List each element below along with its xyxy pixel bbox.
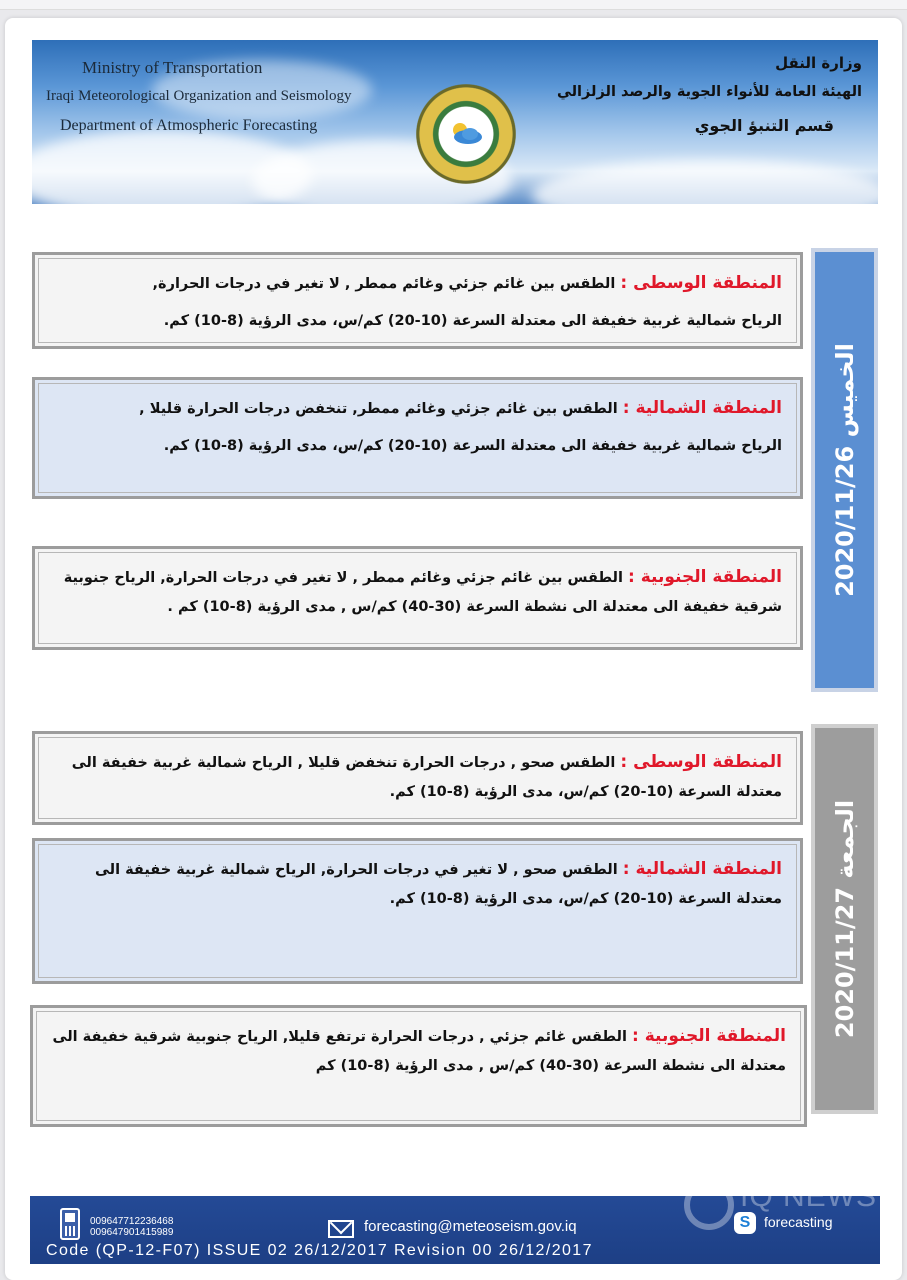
header-ministry-ar: وزارة النقل [775,54,862,72]
day2-south-forecast [30,1005,807,1127]
day2-north-forecast [32,838,803,984]
forecast-text: الرياح شمالية غربية خفيفة الى معتدلة السرعة (10-20) كم/س، مدى الرؤية (8-10) كم. [163,438,782,454]
email-address[interactable]: forecasting@meteoseism.gov.iq [364,1218,577,1235]
forecast-text: الطقس صحو , درجات الحرارة تنخفض قليلا , الرياح شمالية غربية خفيفة الى معتدلة السرعة (10-20) كم/س، مدى الرؤية (8-10) كم. [71,755,782,800]
header-organization-en: Iraqi Meteorological Organization and Seismology [46,88,352,104]
skype-handle[interactable]: forecasting [764,1214,833,1230]
day2-date-label: الجمعة 2020/11/27 [830,799,859,1039]
forecast-text: الطقس صحو , لا تغير في درجات الحرارة, الرياح شمالية غربية خفيفة الى معتدلة السرعة (10-20) كم/س، مدى الرؤية (8-10) كم. [94,862,782,907]
forecast-text: الطقس بين غائم جزئي وغائم ممطر , لا تغير في درجات الحرارة, [152,276,616,292]
watermark-logo-icon [684,1180,734,1230]
day1-date-bar [811,248,878,692]
organization-logo [404,84,528,184]
mail-icon [328,1220,354,1238]
region-label-central: المنطقة الوسطى : [620,273,782,293]
phone-numbers [90,1216,173,1238]
region-label-south: المنطقة الجنوبية : [628,567,782,587]
forecast-text: الطقس بين غائم جزئي وغائم ممطر , لا تغير في درجات الحرارة, الرياح جنوبية شرقية خفيفة الى معتدلة الى نشطة السرعة (30-40) كم/س , مدى الرؤية (8-10) كم . [63,570,782,615]
cloud-sun-icon [448,120,484,146]
forecast-text: الرياح شمالية غربية خفيفة الى معتدلة السرعة (10-20) كم/س، مدى الرؤية (8-10) كم. [163,313,782,329]
region-label-south: المنطقة الجنوبية : [632,1026,786,1046]
forecast-text: الطقس غائم جزئي , درجات الحرارة ترتفع قليلا, الرياح جنوبية شرقية خفيفة الى معتدلة الى نشطة السرعة (30-40) كم/س , مدى الرؤية (8-10) كم [52,1029,786,1074]
header-organization-ar: الهيئة العامة للأنواء الجوية والرصد الزلزالي [556,84,862,100]
watermark-text: IQ NEWS [740,1180,878,1213]
header-banner [32,40,878,204]
day1-north-forecast [32,377,803,499]
day1-central-forecast [32,252,803,349]
region-label-central: المنطقة الوسطى : [620,752,782,772]
header-department-en: Department of Atmospheric Forecasting [60,117,318,134]
phone-number: 009647712236468 [90,1216,174,1227]
skype-icon: S [734,1212,756,1234]
phone-icon [60,1208,80,1240]
region-label-north: المنطقة الشمالية : [622,859,782,879]
phone-number: 009647901415989 [90,1227,174,1238]
day1-south-forecast [32,546,803,650]
day2-date-bar [811,724,878,1114]
header-ministry-en: Ministry of Transportation [82,58,263,77]
forecast-text: الطقس بين غائم جزئي وغائم ممطر, تنخفض درجات الحرارة قليلا , [139,401,618,417]
header-department-ar: قسم التنبؤ الجوي [694,116,834,135]
region-label-north: المنطقة الشمالية : [622,398,782,418]
top-bar [0,0,907,10]
document-code: Code (QP-12-F07) ISSUE 02 26/12/2017 Revision 00 26/12/2017 [46,1242,593,1259]
day2-central-forecast [32,731,803,825]
day1-date-label: الخميس 2020/11/26 [830,343,859,597]
